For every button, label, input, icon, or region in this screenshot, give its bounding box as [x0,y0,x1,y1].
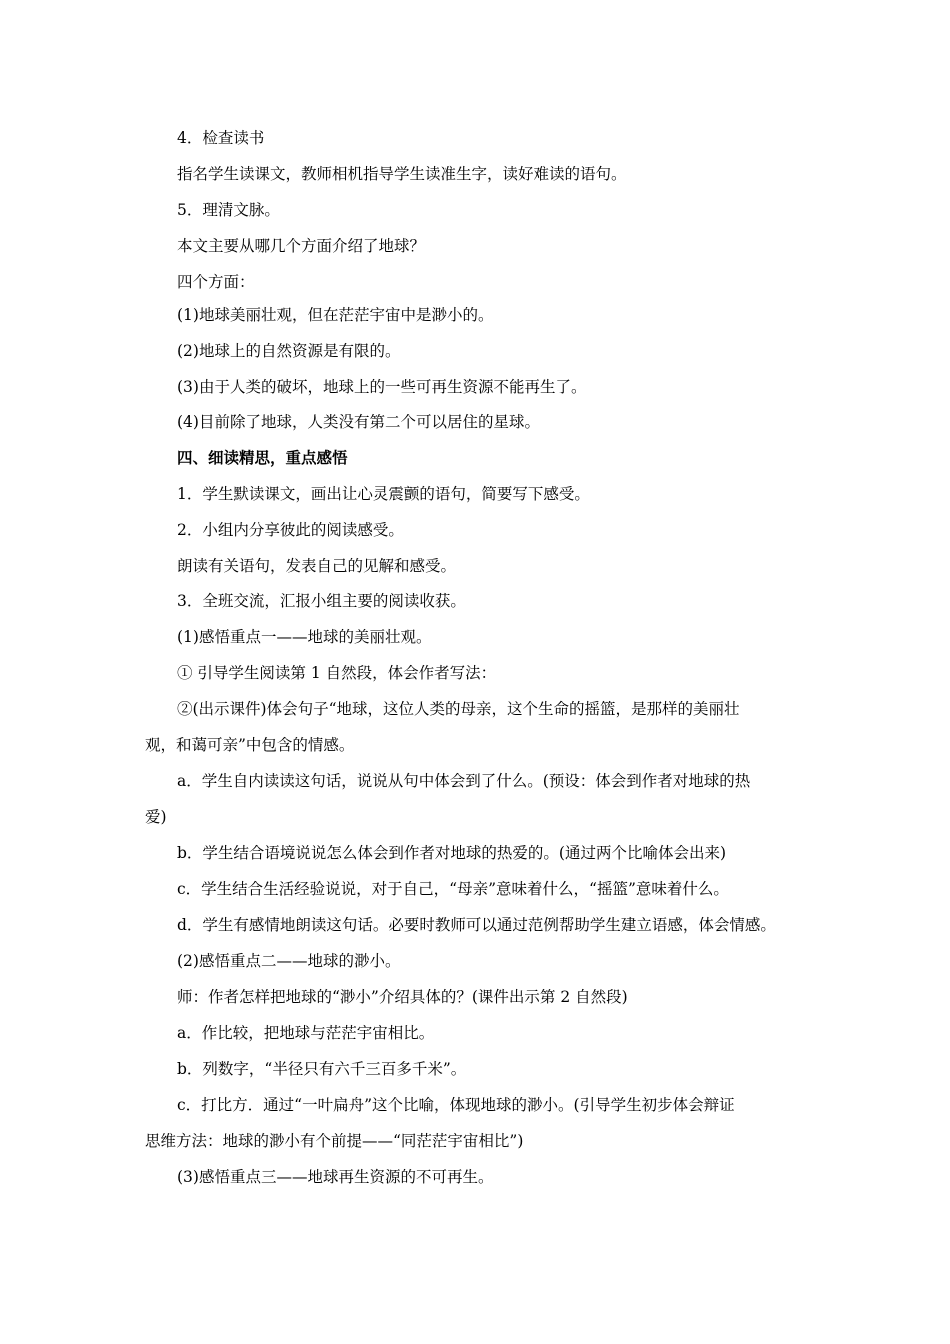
paragraph-line: 爱) [145,808,167,826]
paragraph-line: 3．全班交流，汇报小组主要的阅读收获。 [177,592,466,610]
paragraph-line: a．学生自内读读这句话，说说从句中体会到了什么。(预设：体会到作者对地球的热 [177,772,751,790]
paragraph-line: 朗读有关语句，发表自己的见解和感受。 [177,557,457,575]
paragraph-line: b．学生结合语境说说怎么体会到作者对地球的热爱的。(通过两个比喻体会出来) [177,844,727,862]
paragraph-line: 5．理清文脉。 [177,201,280,219]
paragraph-line: 四个方面： [177,273,255,291]
paragraph-line: 观，和蔼可亲”中包含的情感。 [145,736,355,754]
paragraph-line: 2．小组内分享彼此的阅读感受。 [177,521,404,539]
paragraph-line: (2)地球上的自然资源是有限的。 [177,342,401,360]
paragraph-line: 本文主要从哪几个方面介绍了地球？ [177,237,426,255]
section-heading: 四、细读精思，重点感悟 [177,448,348,467]
paragraph-line: ②(出示课件)体会句子“地球，这位人类的母亲，这个生命的摇篮，是那样的美丽壮 [177,700,740,718]
paragraph-line: a．作比较，把地球与茫茫宇宙相比。 [177,1024,435,1042]
paragraph-line: 师：作者怎样把地球的“渺小”介绍具体的？(课件出示第 2 自然段) [177,988,628,1006]
paragraph-line: (2)感悟重点二——地球的渺小。 [177,952,401,970]
paragraph-line: (4)目前除了地球，人类没有第二个可以居住的星球。 [177,413,540,431]
paragraph-line: (1)地球美丽壮观，但在茫茫宇宙中是渺小的。 [177,306,494,324]
paragraph-line: (1)感悟重点一——地球的美丽壮观。 [177,628,432,646]
paragraph-line: 1．学生默读课文，画出让心灵震颤的语句，简要写下感受。 [177,485,590,503]
paragraph-line: (3)由于人类的破坏，地球上的一些可再生资源不能再生了。 [177,378,587,396]
paragraph-line: (3)感悟重点三——地球再生资源的不可再生。 [177,1168,494,1186]
paragraph-line: 4．检查读书 [177,129,265,147]
paragraph-line: 思维方法：地球的渺小有个前提——“同茫茫宇宙相比”) [145,1132,524,1150]
paragraph-line: c．打比方．通过“一叶扁舟”这个比喻，体现地球的渺小。(引导学生初步体会辩证 [177,1096,735,1114]
paragraph-line: d．学生有感情地朗读这句话。必要时教师可以通过范例帮助学生建立语感，体会情感。 [177,916,776,934]
paragraph-line: b．列数字，“半径只有六千三百多千米”。 [177,1060,467,1078]
paragraph-line: 指名学生读课文，教师相机指导学生读准生字，读好难读的语句。 [177,165,627,183]
paragraph-line: ① 引导学生阅读第 1 自然段，体会作者写法： [177,664,497,682]
paragraph-line: c．学生结合生活经验说说，对于自己，“母亲”意味着什么，“摇篮”意味着什么。 [177,880,729,898]
